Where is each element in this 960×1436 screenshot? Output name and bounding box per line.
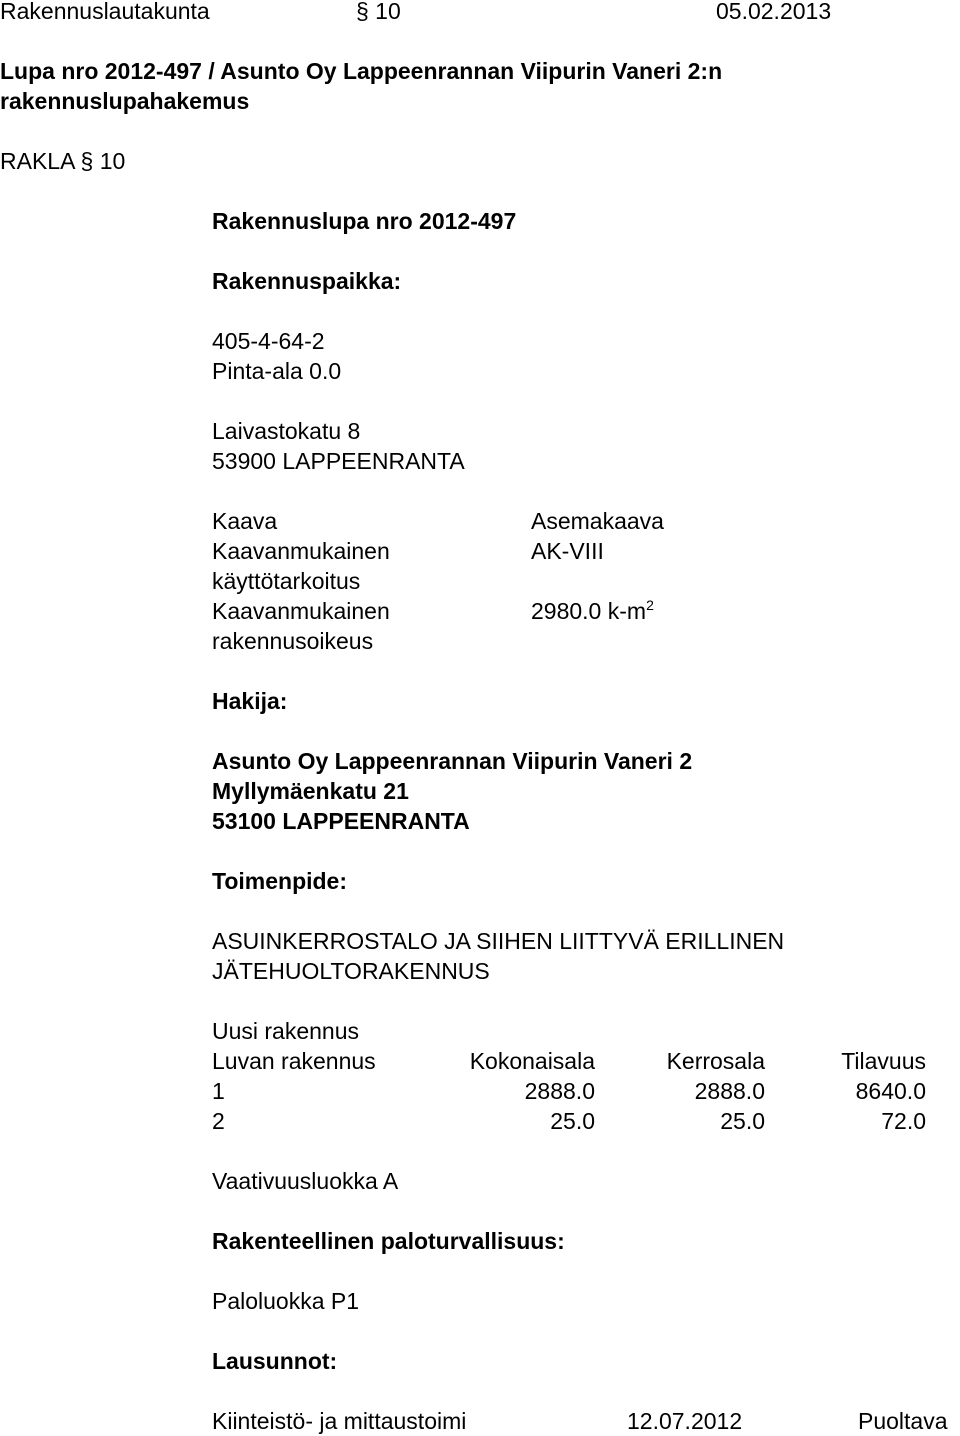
plan-use-value: AK-VIII — [531, 538, 604, 564]
fire-safety-label: Rakenteellinen paloturvallisuus: — [212, 1228, 565, 1254]
plan-use-label-continued: käyttötarkoitus — [212, 568, 361, 594]
column-header-floor-area: Kerrosala — [666, 1048, 765, 1074]
new-building-label: Uusi rakennus — [212, 1018, 360, 1044]
floor-area-value: 25.0 — [720, 1108, 765, 1134]
meeting-date: 05.02.2013 — [716, 0, 832, 24]
plan-label: Kaava — [212, 508, 278, 534]
plan-use-label: Kaavanmukainen — [212, 538, 390, 564]
column-header-volume: Tilavuus — [841, 1048, 926, 1074]
volume-value: 8640.0 — [855, 1078, 926, 1104]
statements-label: Lausunnot: — [212, 1348, 338, 1374]
applicant-label: Hakija: — [212, 688, 288, 714]
total-area-value: 2888.0 — [524, 1078, 595, 1104]
site-postal: 53900 LAPPEENRANTA — [212, 448, 465, 474]
plan-value: Asemakaava — [531, 508, 664, 534]
volume-value: 72.0 — [881, 1108, 926, 1134]
rakla-reference: RAKLA § 10 — [0, 148, 126, 174]
action-label: Toimenpide: — [212, 868, 348, 894]
property-id: 405-4-64-2 — [212, 328, 325, 354]
unit-superscript: 2 — [646, 597, 654, 613]
total-area-value: 25.0 — [550, 1108, 595, 1134]
building-number: 1 — [212, 1078, 225, 1104]
building-number: 2 — [212, 1108, 225, 1134]
case-title: Lupa nro 2012-497 / Asunto Oy Lappeenrannan Viipurin Vaneri 2:n — [0, 58, 723, 84]
column-header-building: Luvan rakennus — [212, 1048, 376, 1074]
committee-name: Rakennuslautakunta — [0, 0, 210, 24]
column-header-total-area: Kokonaisala — [469, 1048, 595, 1074]
building-right-label-continued: rakennusoikeus — [212, 628, 374, 654]
building-right-label: Kaavanmukainen — [212, 598, 390, 624]
statement-date: 12.07.2012 — [627, 1408, 743, 1434]
site-street: Laivastokatu 8 — [212, 418, 361, 444]
difficulty-class: Vaativuusluokka A — [212, 1168, 399, 1194]
case-title-continued: rakennuslupahakemus — [0, 88, 250, 114]
applicant-street: Myllymäenkatu 21 — [212, 778, 409, 804]
section-number: § 10 — [356, 0, 401, 24]
applicant-name: Asunto Oy Lappeenrannan Viipurin Vaneri 2 — [212, 748, 693, 774]
applicant-postal: 53100 LAPPEENRANTA — [212, 808, 470, 834]
fire-class: Paloluokka P1 — [212, 1288, 360, 1314]
statement-authority: Kiinteistö- ja mittaustoimi — [212, 1408, 467, 1434]
permit-heading: Rakennuslupa nro 2012-497 — [212, 208, 517, 234]
building-right-value — [531, 596, 654, 626]
site-label: Rakennuspaikka: — [212, 268, 402, 294]
floor-area-value: 2888.0 — [694, 1078, 765, 1104]
building-right-amount: 2980.0 k-m — [531, 598, 647, 624]
action-description: ASUINKERROSTALO JA SIIHEN LIITTYVÄ ERILLINEN — [212, 928, 785, 954]
site-area: Pinta-ala 0.0 — [212, 358, 342, 384]
action-description-continued: JÄTEHUOLTORAKENNUS — [212, 958, 490, 984]
statement-verdict: Puoltava — [858, 1408, 948, 1434]
